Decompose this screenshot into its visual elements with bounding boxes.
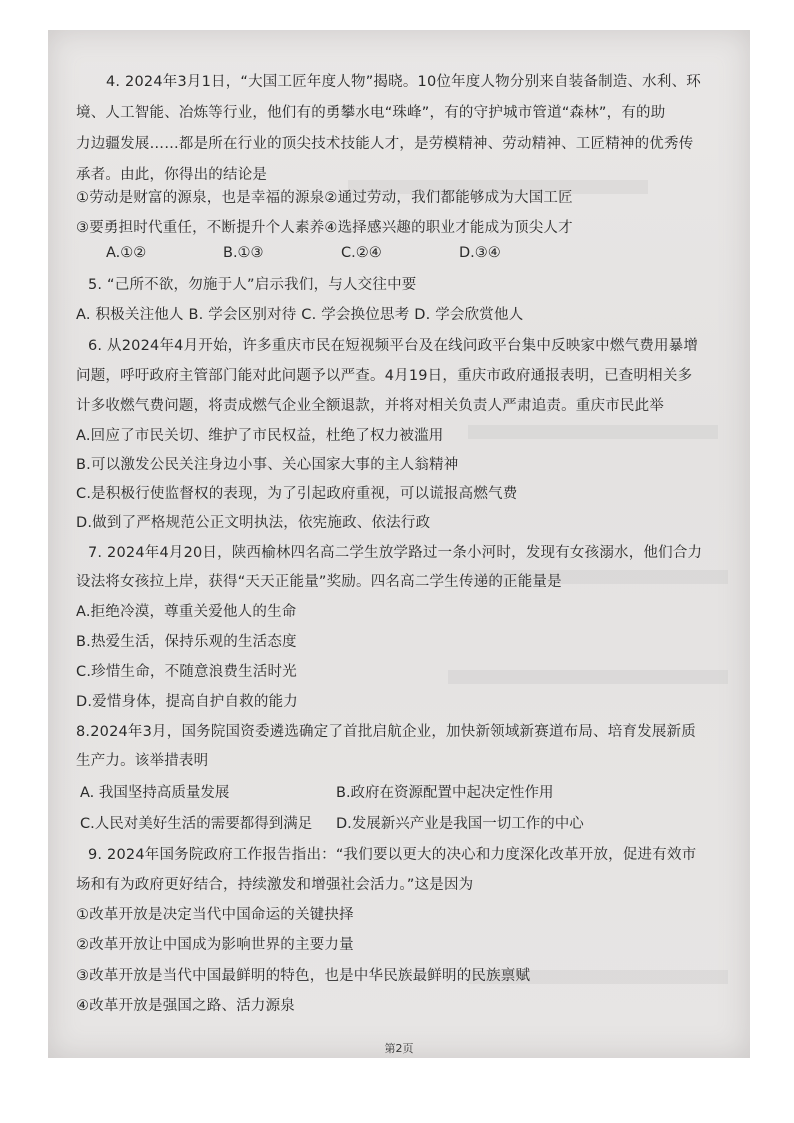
q4-option-c: C.②④ <box>341 245 382 261</box>
q8-option-c: C.人民对美好生活的需要都得到满足 <box>80 816 313 832</box>
q8-option-d: D.发展新兴产业是我国一切工作的中心 <box>336 816 584 832</box>
q8-options-row-1 <box>80 781 554 802</box>
q8-option-a: A. 我国坚持高质量发展 <box>80 785 230 801</box>
exam-page-photo <box>48 30 750 1058</box>
q9-statement-1: ①改革开放是决定当代中国命运的关键抉择 <box>76 907 354 923</box>
q6-option-b: B.可以激发公民关注身边小事、关心国家大事的主人翁精神 <box>76 457 459 473</box>
page-number: 第2页 <box>384 1042 414 1055</box>
bleed-through-mark <box>448 670 728 684</box>
q4-option-b: B.①③ <box>223 245 264 261</box>
q6-option-a: A.回应了市民关切、维护了市民权益，杜绝了权力被滥用 <box>76 428 444 444</box>
q7-line-2: 设法将女孩拉上岸，获得“天天正能量”奖励。四名高二学生传递的正能量是 <box>76 574 562 590</box>
q7-line-1: 7. 2024年4月20日，陕西榆林四名高二学生放学路过一条小河时，发现有女孩溺水，他们合力 <box>88 545 703 561</box>
q4-option-a: A.①② <box>106 245 147 261</box>
q4-option-d: D.③④ <box>459 245 501 261</box>
q6-line-1: 6. 从2024年4月开始，许多重庆市民在短视频平台及在线问政平台集中反映家中燃气费用暴增 <box>88 338 699 354</box>
q9-statement-3: ③改革开放是当代中国最鲜明的特色，也是中华民族最鲜明的民族禀赋 <box>76 968 531 984</box>
q4-options <box>106 245 501 261</box>
q4-line-3: 力边疆发展……都是所在行业的顶尖技术技能人才，是劳模精神、劳动精神、工匠精神的优秀传 <box>76 136 694 152</box>
bleed-through-mark <box>468 425 718 439</box>
q4-line-2: 境、人工智能、冶炼等行业，他们有的勇攀水电“珠峰”，有的守护城市管道“森林”，有的助 <box>76 105 666 121</box>
q6-line-3: 计多收燃气费问题，将责成燃气企业全额退款，并将对相关负责人严肃追责。重庆市民此举 <box>76 398 664 414</box>
q6-line-2: 问题，呼吁政府主管部门能对此问题予以严查。4月19日，重庆市政府通报表明，已查明相关多 <box>76 368 693 384</box>
q9-line-2: 场和有为政府更好结合，持续激发和增强社会活力。”这是因为 <box>76 877 474 893</box>
q8-options-row-2 <box>80 812 584 833</box>
q8-line-1: 8.2024年3月，国务院国资委遴选确定了首批启航企业，加快新领域新赛道布局、培育发展新质 <box>76 724 696 740</box>
q4-statement-2: ③要勇担时代重任，不断提升个人素养④选择感兴趣的职业才能成为顶尖人才 <box>76 220 573 236</box>
q7-option-a: A.拒绝冷漠，尊重关爱他人的生命 <box>76 604 297 620</box>
q7-option-d: D.爱惜身体，提高自护自救的能力 <box>76 694 298 710</box>
q8-option-b: B.政府在资源配置中起决定性作用 <box>336 785 554 801</box>
q9-statement-2: ②改革开放让中国成为影响世界的主要力量 <box>76 937 354 953</box>
q4-line-4: 承者。由此，你得出的结论是 <box>76 167 268 183</box>
q6-option-c: C.是积极行使监督权的表现，为了引起政府重视，可以谎报高燃气费 <box>76 486 518 502</box>
q5-stem: 5. “己所不欲，勿施于人”启示我们，与人交往中要 <box>88 277 417 293</box>
q7-option-c: C.珍惜生命，不随意浪费生活时光 <box>76 664 297 680</box>
q6-option-d: D.做到了严格规范公正文明执法，依宪施政、依法行政 <box>76 515 431 531</box>
q7-option-b: B.热爱生活，保持乐观的生活态度 <box>76 634 297 650</box>
q4-line-1: 4. 2024年3月1日，“大国工匠年度人物”揭晓。10位年度人物分别来自装备制造、水利、环 <box>106 74 701 90</box>
q9-statement-4: ④改革开放是强国之路、活力源泉 <box>76 998 295 1014</box>
q8-line-2: 生产力。该举措表明 <box>76 753 209 769</box>
q4-statement-1: ①劳动是财富的源泉，也是幸福的源泉②通过劳动，我们都能够成为大国工匠 <box>76 190 573 206</box>
q5-options: A. 积极关注他人 B. 学会区别对待 C. 学会换位思考 D. 学会欣赏他人 <box>76 307 524 323</box>
q9-line-1: 9. 2024年国务院政府工作报告指出：“我们要以更大的决心和力度深化改革开放，促进有效市 <box>88 847 697 863</box>
